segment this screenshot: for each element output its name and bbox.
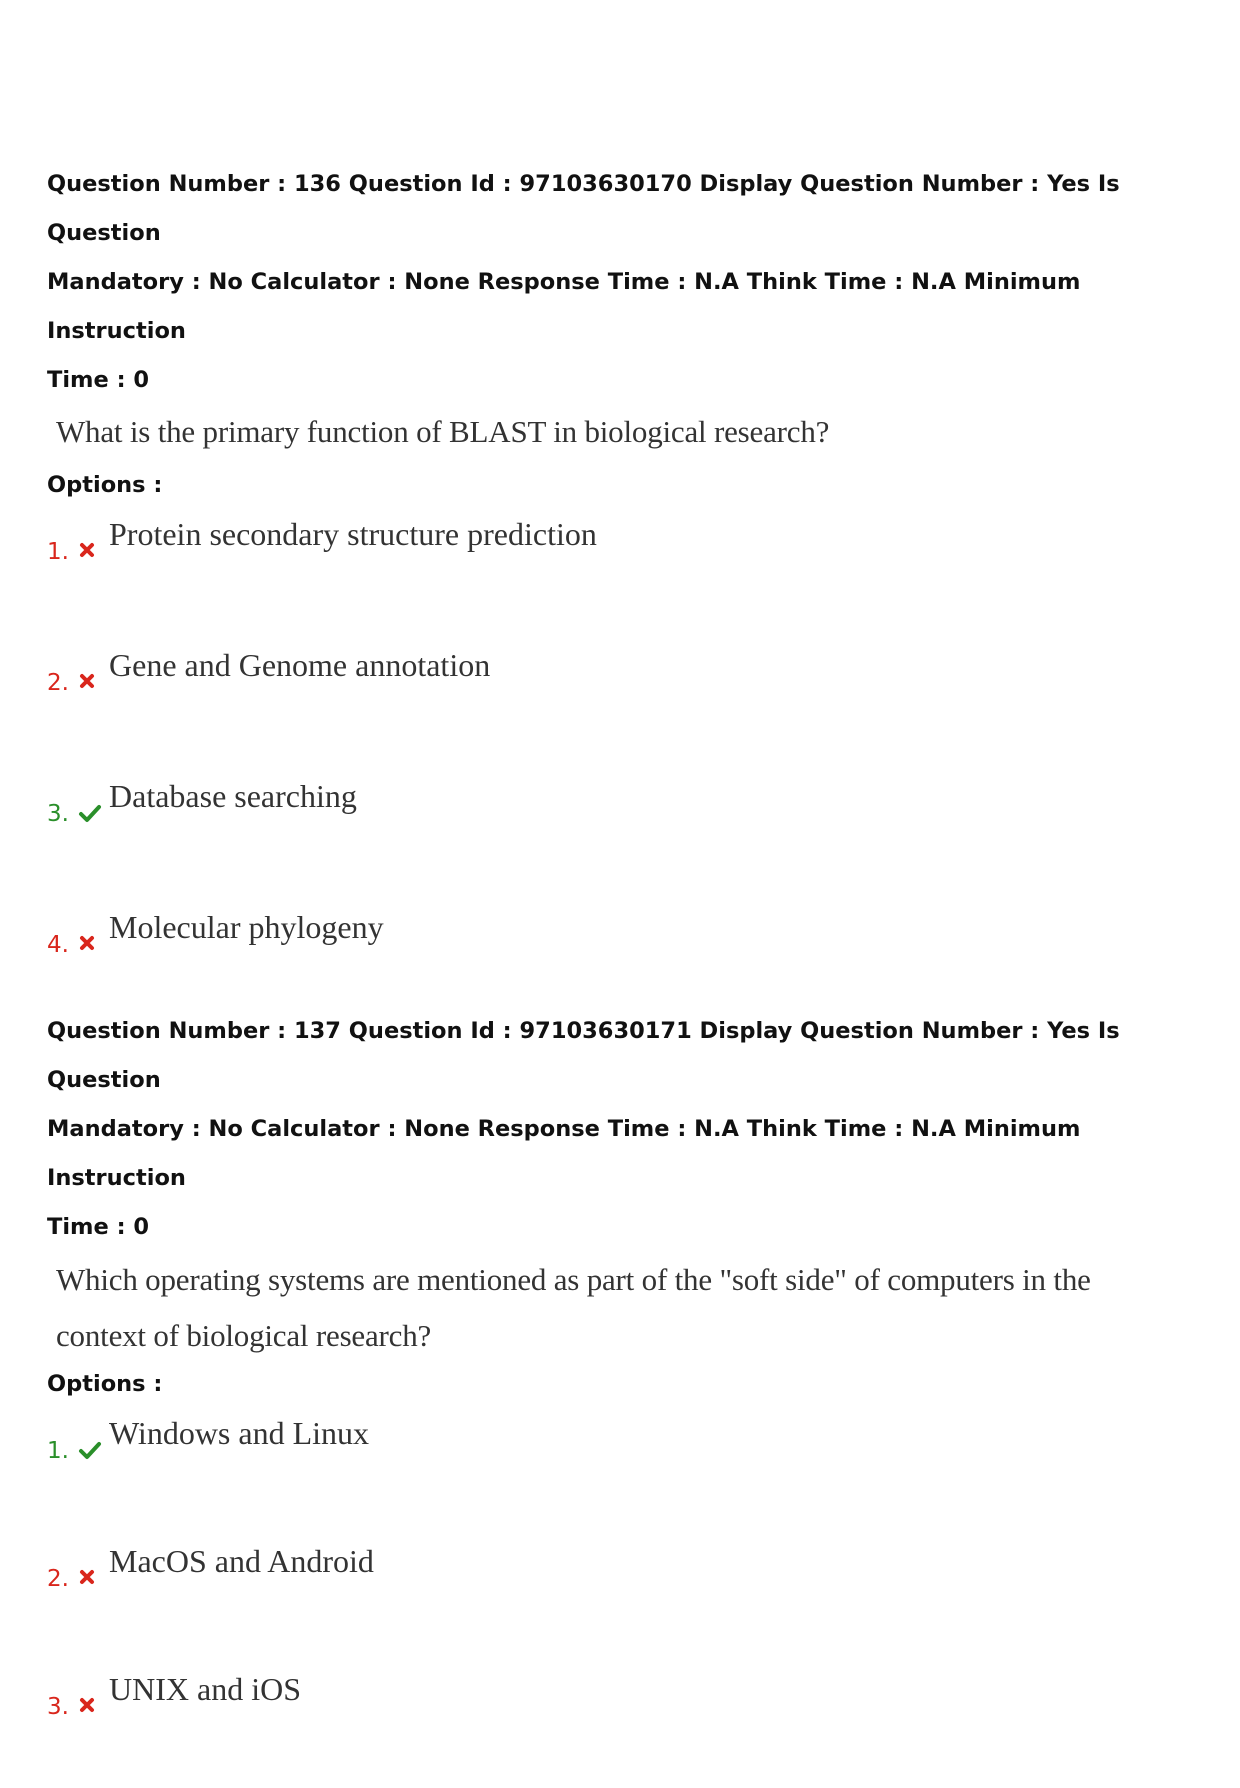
option-number: 4. xyxy=(47,932,69,958)
check-icon xyxy=(76,797,102,827)
cross-icon xyxy=(76,666,98,696)
option-item xyxy=(47,1532,1207,1660)
option-text: Database searching xyxy=(109,778,357,814)
option-number: 3. xyxy=(47,1694,69,1720)
option-number: 1. xyxy=(47,539,69,565)
options-label: Options : xyxy=(47,1371,163,1397)
question-text: Which operating systems are mentioned as part of the "soft side" of computers in the xyxy=(56,1262,1091,1297)
question-meta-line: Question Number : 137 Question Id : 97103630171 Display Question Number : Yes Is Question xyxy=(47,1018,1120,1093)
option-item xyxy=(47,636,1207,767)
option-item xyxy=(47,1660,1207,1788)
option-number: 1. xyxy=(47,1438,69,1464)
question-text: context of biological research? xyxy=(56,1318,432,1353)
option-item xyxy=(47,1404,1207,1532)
option-text: Protein secondary structure prediction xyxy=(109,516,597,552)
option-text: UNIX and iOS xyxy=(109,1671,301,1707)
question-meta-line: Question Number : 136 Question Id : 97103630170 Display Question Number : Yes Is Question xyxy=(47,171,1120,246)
question-text: What is the primary function of BLAST in biological research? xyxy=(56,414,830,449)
question-meta-line: Mandatory : No Calculator : None Response Time : N.A Think Time : N.A Minimum Instruction xyxy=(47,269,1081,344)
option-item xyxy=(47,767,1207,898)
cross-icon xyxy=(76,1562,98,1592)
cross-icon xyxy=(76,928,98,958)
option-item xyxy=(47,505,1207,636)
question-meta-line: Time : 0 xyxy=(47,367,150,393)
option-text: Windows and Linux xyxy=(109,1415,370,1451)
cross-icon xyxy=(76,535,98,565)
question-meta-line: Mandatory : No Calculator : None Response Time : N.A Think Time : N.A Minimum Instruction xyxy=(47,1116,1081,1191)
option-number: 3. xyxy=(47,801,69,827)
check-icon xyxy=(76,1434,102,1464)
option-number: 2. xyxy=(47,1566,69,1592)
question-block xyxy=(47,160,1207,1029)
cross-icon xyxy=(76,1690,98,1720)
question-block xyxy=(47,1007,1207,1788)
question-meta-line: Time : 0 xyxy=(47,1214,150,1240)
option-number: 2. xyxy=(47,670,69,696)
option-text: Molecular phylogeny xyxy=(109,909,384,945)
options-label: Options : xyxy=(47,472,163,498)
option-text: MacOS and Android xyxy=(109,1543,374,1579)
option-text: Gene and Genome annotation xyxy=(109,647,491,683)
